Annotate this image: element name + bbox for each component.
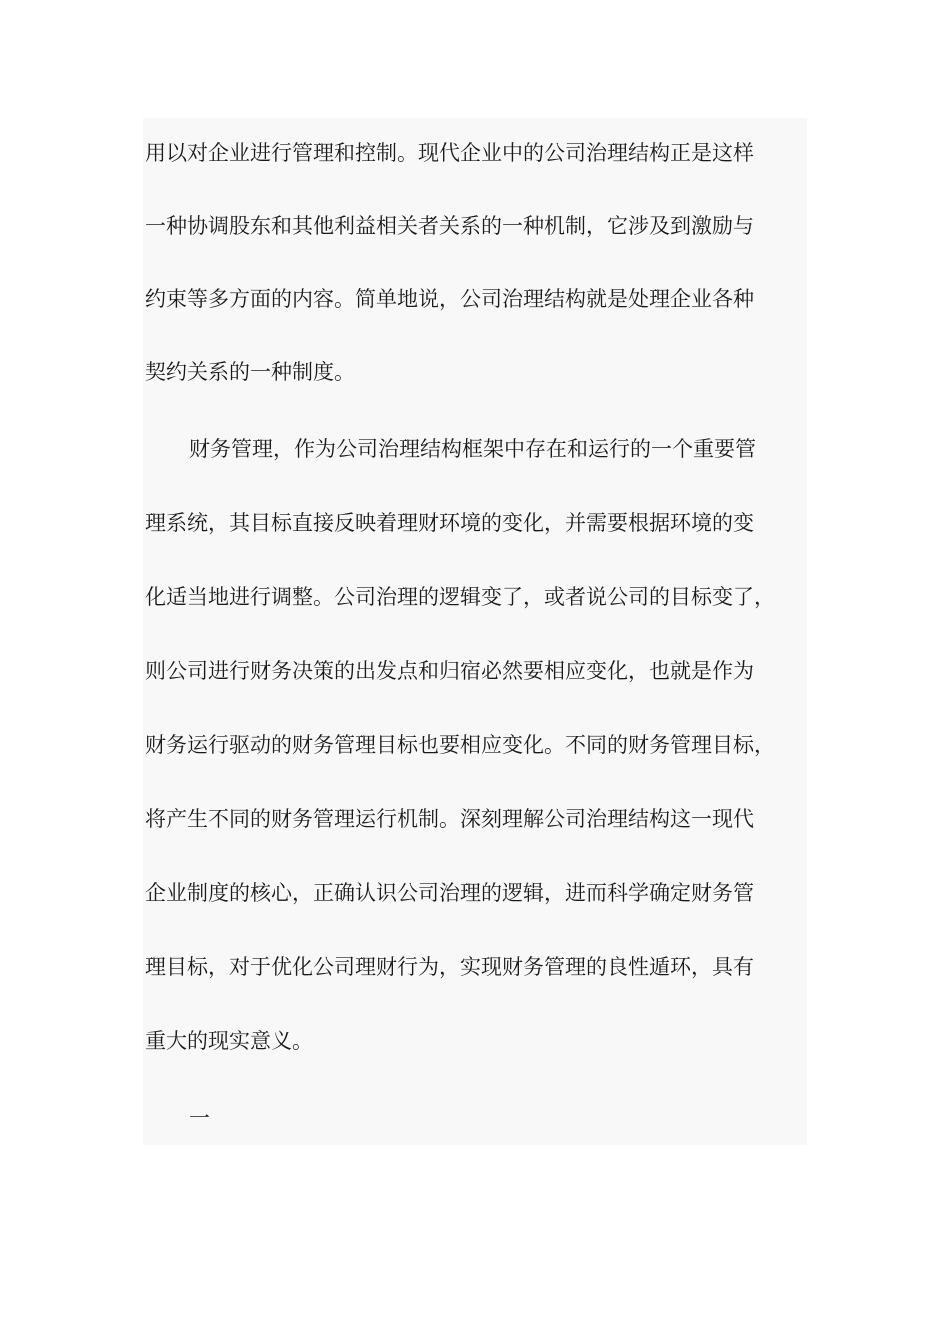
document-text-block — [143, 118, 807, 1145]
text-line: 将产生不同的财务管理运行机制。深刻理解公司治理结构这一现代 — [145, 807, 754, 831]
text-line: 理目标，对于优化公司理财行为，实现财务管理的良性遁环，具有 — [145, 955, 754, 979]
text-line: 契约关系的一种制度。 — [145, 360, 355, 384]
text-line: 则公司进行财务决策的出发点和归宿必然要相应变化，也就是作为 — [145, 659, 754, 683]
text-line: 财务运行驱动的财务管理目标也要相应变化。不同的财务管理目标， — [145, 733, 775, 757]
text-line: 化适当地进行调整。公司治理的逻辑变了，或者说公司的目标变了， — [145, 585, 775, 609]
paragraph-first-line: 财务管理，作为公司治理结构框架中存在和运行的一个重要管 — [189, 437, 756, 461]
text-line: 重大的现实意义。 — [145, 1029, 313, 1053]
text-line: 用以对企业进行管理和控制。现代企业中的公司治理结构正是这样 — [145, 141, 754, 165]
text-line: 约束等多方面的内容。简单地说，公司治理结构就是处理企业各种 — [145, 287, 754, 311]
text-line: 理系统，其目标直接反映着理财环境的变化，并需要根据环境的变 — [145, 511, 754, 535]
section-heading-start: 一 — [189, 1106, 210, 1130]
text-line: 企业制度的核心，正确认识公司治理的逻辑，进而科学确定财务管 — [145, 881, 754, 905]
text-line: 一种协调股东和其他利益相关者关系的一种机制，它涉及到激励与 — [145, 214, 754, 238]
